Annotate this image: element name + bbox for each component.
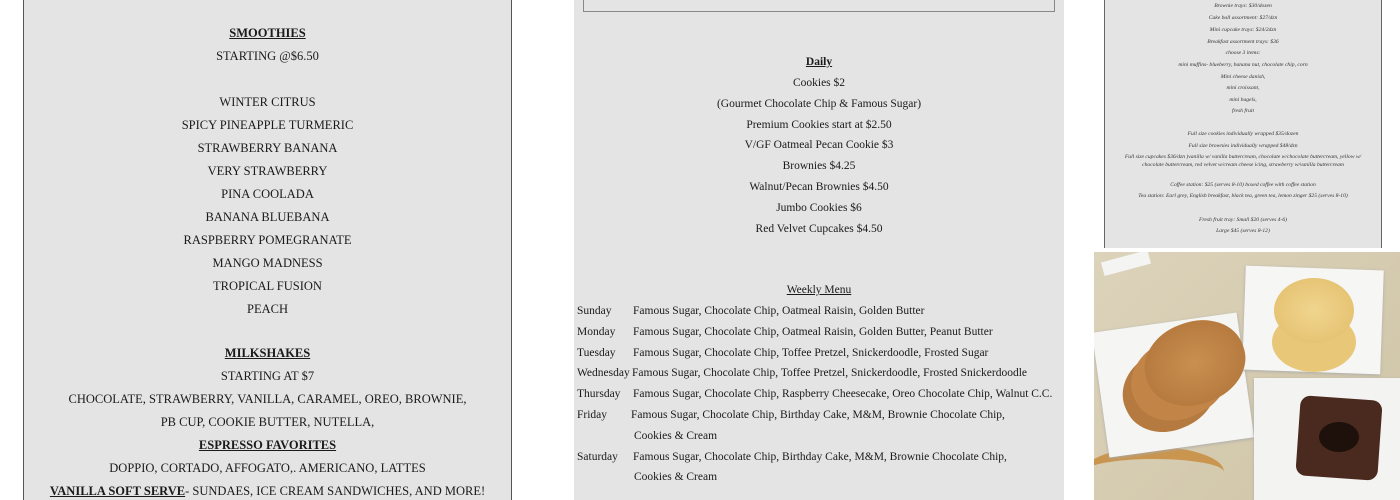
milkshakes-heading: MILKSHAKES [224, 346, 311, 360]
daily-item: V/GF Oatmeal Pecan Cookie $3 [744, 139, 894, 152]
daily-item: Cookies $2 [792, 77, 846, 89]
smoothies-price: STARTING @$6.50 [216, 49, 319, 63]
weekly-row [574, 367, 1064, 380]
catering-line: Cake ball assortment: $27/dzn [1208, 15, 1278, 21]
catering-line: Full size brownies individually wrapped $48/dzn [1188, 143, 1298, 149]
catering-line: mini croissant, [1226, 85, 1260, 91]
catering-line: Mini cupcake trays: $24/2dzn [1209, 27, 1277, 33]
daily-item: (Gourmet Chocolate Chip & Famous Sugar) [716, 97, 922, 110]
smoothie-item: PINA COOLADA [221, 187, 314, 201]
smoothie-item: MANGO MADNESS [212, 256, 323, 270]
smoothie-item: BANANA BLUEBANA [205, 210, 330, 224]
weekly-row [574, 326, 1064, 339]
smoothie-item: SPICY PINEAPPLE TURMERIC [181, 118, 354, 132]
smoothies-heading: SMOOTHIES [229, 26, 306, 40]
weekly-items: Famous Sugar, Chocolate Chip, Birthday Cake, M&M, Brownie Chocolate Chip, [631, 409, 1005, 421]
catering-line: Full size cupcakes $36/dzn )vanilla w/ vanilla buttercream, chocolate w/chocolate buttercream, yellow w/ [1124, 154, 1362, 160]
brownie-center [1319, 422, 1359, 452]
weekly-items-continued: Cookies & Cream [634, 471, 718, 484]
weekly-row [574, 409, 1064, 442]
weekly-heading: Weekly Menu [786, 284, 852, 296]
weekly-row [574, 305, 1064, 318]
catering-menu-page [1104, 0, 1382, 248]
daily-item: Walnut/Pecan Brownies $4.50 [749, 181, 889, 193]
weekly-items-continued: Cookies & Cream [634, 429, 718, 442]
catering-line: Mini cheese danish, [1220, 74, 1266, 80]
catering-line: Full size cookies individually wrapped $35/dozen [1187, 131, 1299, 137]
soft-serve-heading: VANILLA SOFT SERVE [49, 484, 186, 498]
catering-line: fresh fruit [1231, 108, 1254, 114]
weekly-items: Famous Sugar, Chocolate Chip, Toffee Pretzel, Snickerdoodle, Frosted Sugar [633, 346, 989, 359]
weekly-day: Tuesday [577, 346, 616, 359]
weekly-day: Saturday [577, 450, 618, 463]
soft-serve-items: - SUNDAES, ICE CREAM SANDWICHES, AND MORE! [185, 484, 486, 498]
catering-line: Coffee station: $25 (serves 8-10) boxed coffee with coffee station [1170, 182, 1316, 188]
milkshakes-price: STARTING AT $7 [220, 369, 315, 383]
weekly-items: Famous Sugar, Chocolate Chip, Raspberry Cheesecake, Oreo Chocolate Chip, Walnut C.C. [633, 388, 1053, 401]
smoothie-item: VERY STRAWBERRY [207, 164, 328, 178]
daily-item: Jumbo Cookies $6 [776, 201, 862, 214]
weekly-items: Famous Sugar, Chocolate Chip, Oatmeal Raisin, Golden Butter [633, 305, 925, 317]
daily-item: Brownies $4.25 [782, 160, 856, 173]
daily-item: Red Velvet Cupcakes $4.50 [755, 222, 883, 235]
soft-serve-line [24, 484, 511, 498]
weekly-day: Thursday [577, 388, 621, 401]
weekly-day: Monday [577, 325, 616, 338]
smoothie-item: TROPICAL FUSION [213, 279, 322, 293]
weekly-row [574, 388, 1064, 401]
weekly-day: Friday [577, 409, 608, 421]
weekly-row [574, 450, 1064, 484]
milkshakes-flavors-1: CHOCOLATE, STRAWBERRY, VANILLA, CARAMEL, OREO, BROWNIE, [68, 392, 467, 406]
catering-line: Brownie trays: $30/dozen [1214, 3, 1272, 9]
sugar-cookie [1274, 278, 1354, 343]
catering-line: Large $45 (serves 8-12) [1216, 228, 1270, 234]
weekly-items: Famous Sugar, Chocolate Chip, Birthday Cake, M&M, Brownie Chocolate Chip, [633, 450, 1007, 463]
weekly-items: Famous Sugar, Chocolate Chip, Oatmeal Raisin, Golden Butter, Peanut Butter [633, 325, 993, 338]
daily-menu-page [574, 0, 1064, 500]
smoothie-item: STRAWBERRY BANANA [197, 141, 338, 155]
espresso-items: DOPPIO, CORTADO, AFFOGATO,. AMERICANO, LATTES [109, 461, 426, 475]
espresso-heading: ESPRESSO FAVORITES [198, 438, 337, 452]
catering-line: chocolate buttercream, red velvet w/cream cheese icing, strawberry w/vanilla buttercream [1142, 162, 1344, 168]
catering-line: Breakfast assortment trays: $36 [1207, 39, 1279, 45]
smoothie-item: WINTER CITRUS [219, 95, 316, 109]
milkshakes-flavors-2: PB CUP, COOKIE BUTTER, NUTELLA, [160, 415, 375, 429]
catering-line: Fresh fruit tray: Small $20 (serves 4-6) [1198, 217, 1288, 223]
weekly-day: Wednesday [577, 367, 630, 380]
catering-line: mini muffins- blueberry, banana nut, chocolate chip, corn [1178, 62, 1308, 68]
weekly-row [574, 347, 1064, 360]
catering-line: choose 3 items: [1225, 50, 1261, 56]
cookies-and-brownie-photo [1094, 252, 1400, 500]
smoothies-menu-page [23, 0, 512, 500]
smoothie-item: PEACH [247, 302, 288, 316]
daily-heading: Daily [805, 56, 833, 68]
weekly-items: Famous Sugar, Chocolate Chip, Toffee Pretzel, Snickerdoodle, Frosted Snickerdoodle [632, 367, 1027, 380]
header-box [583, 0, 1055, 12]
catering-line: Tea station: Earl grey, English breakfast, black tea, green tea, lemon zinger $25 (serves 8-10) [1138, 193, 1348, 199]
daily-item: Premium Cookies start at $2.50 [746, 118, 892, 131]
weekly-day: Sunday [577, 305, 612, 317]
catering-line: mini bagels, [1229, 97, 1257, 103]
smoothie-item: RASPBERRY POMEGRANATE [183, 233, 352, 247]
